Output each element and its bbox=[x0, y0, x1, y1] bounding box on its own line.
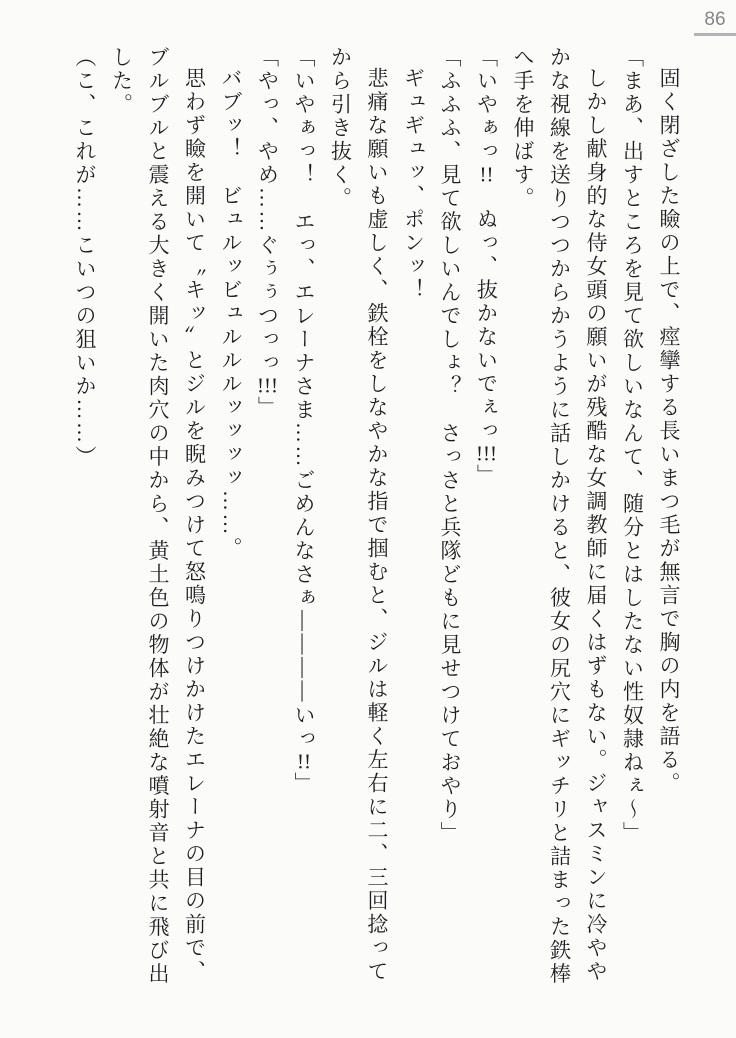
text-line: かな視線を送りつつからかうように話しかけると、彼女の尻穴にギッチリと詰まった鉄棒 bbox=[547, 46, 572, 986]
text-line: へ手を伸ばす。 bbox=[511, 46, 535, 211]
text-line: 固く閉ざした瞼の上で、痙攣する長いまつ毛が無言で胸の内を語る。 bbox=[657, 67, 681, 796]
text-line: 「まあ、出すところを見て欲しいなんて、随分とはしたない性奴隷ねぇ～」 bbox=[620, 46, 645, 845]
text-line: 「ふふふ、見て欲しいんでしょ？ さっさと兵隊どもに見せつけておやり」 bbox=[438, 46, 462, 845]
text-line: 思わず瞼を開いて〝キッ〟とジルを睨みつけて怒鳴りつけかけたエレーナの目の前で、 bbox=[182, 67, 207, 984]
text-line: した。 bbox=[109, 46, 134, 117]
text-line: 「いやぁっ!! ぬっ、抜かないでぇっ!!!」 bbox=[474, 46, 499, 488]
text-line: しかし献身的な侍女頭の願いが残酷な女調教師に届くはずもない。ジャスミンに冷やや bbox=[584, 67, 608, 984]
text-line: 「いやぁっ！ エっ、エレーナさま……ごめんなさぁ――――いっ!!」 bbox=[292, 46, 316, 796]
text-line: ブルブルと震える大きく開いた肉穴の中から、黄土色の物体が壮絶な噴射音と共に飛び出 bbox=[146, 46, 170, 986]
text-line: ギュギュッ、ポンッ！ bbox=[401, 67, 426, 302]
page-number bbox=[694, 9, 736, 36]
text-line: 「やっ、やめ……ぐぅぅつっっ!!!」 bbox=[255, 46, 280, 420]
text-line: （こ、これが……こいつの狙いか……） bbox=[73, 46, 97, 469]
text-line: バブッ！ ビュルッビュルルルッッッッ……。 bbox=[219, 67, 243, 561]
tatechuyoko-exclamation: !! bbox=[479, 163, 494, 185]
tatechuyoko-exclamation: !!! bbox=[476, 443, 497, 464]
text-line: 悲痛な願いも虚しく、鉄栓をしなやかな指で掴むと、ジルは軽く左右に二、三回捻って bbox=[365, 67, 389, 984]
page-number-label: 86 bbox=[704, 9, 726, 30]
tatechuyoko-exclamation: !!! bbox=[257, 375, 278, 396]
tatechuyoko-exclamation: !! bbox=[297, 751, 311, 772]
text-line: から引き抜く。 bbox=[328, 46, 353, 211]
body-text bbox=[67, 46, 688, 1014]
